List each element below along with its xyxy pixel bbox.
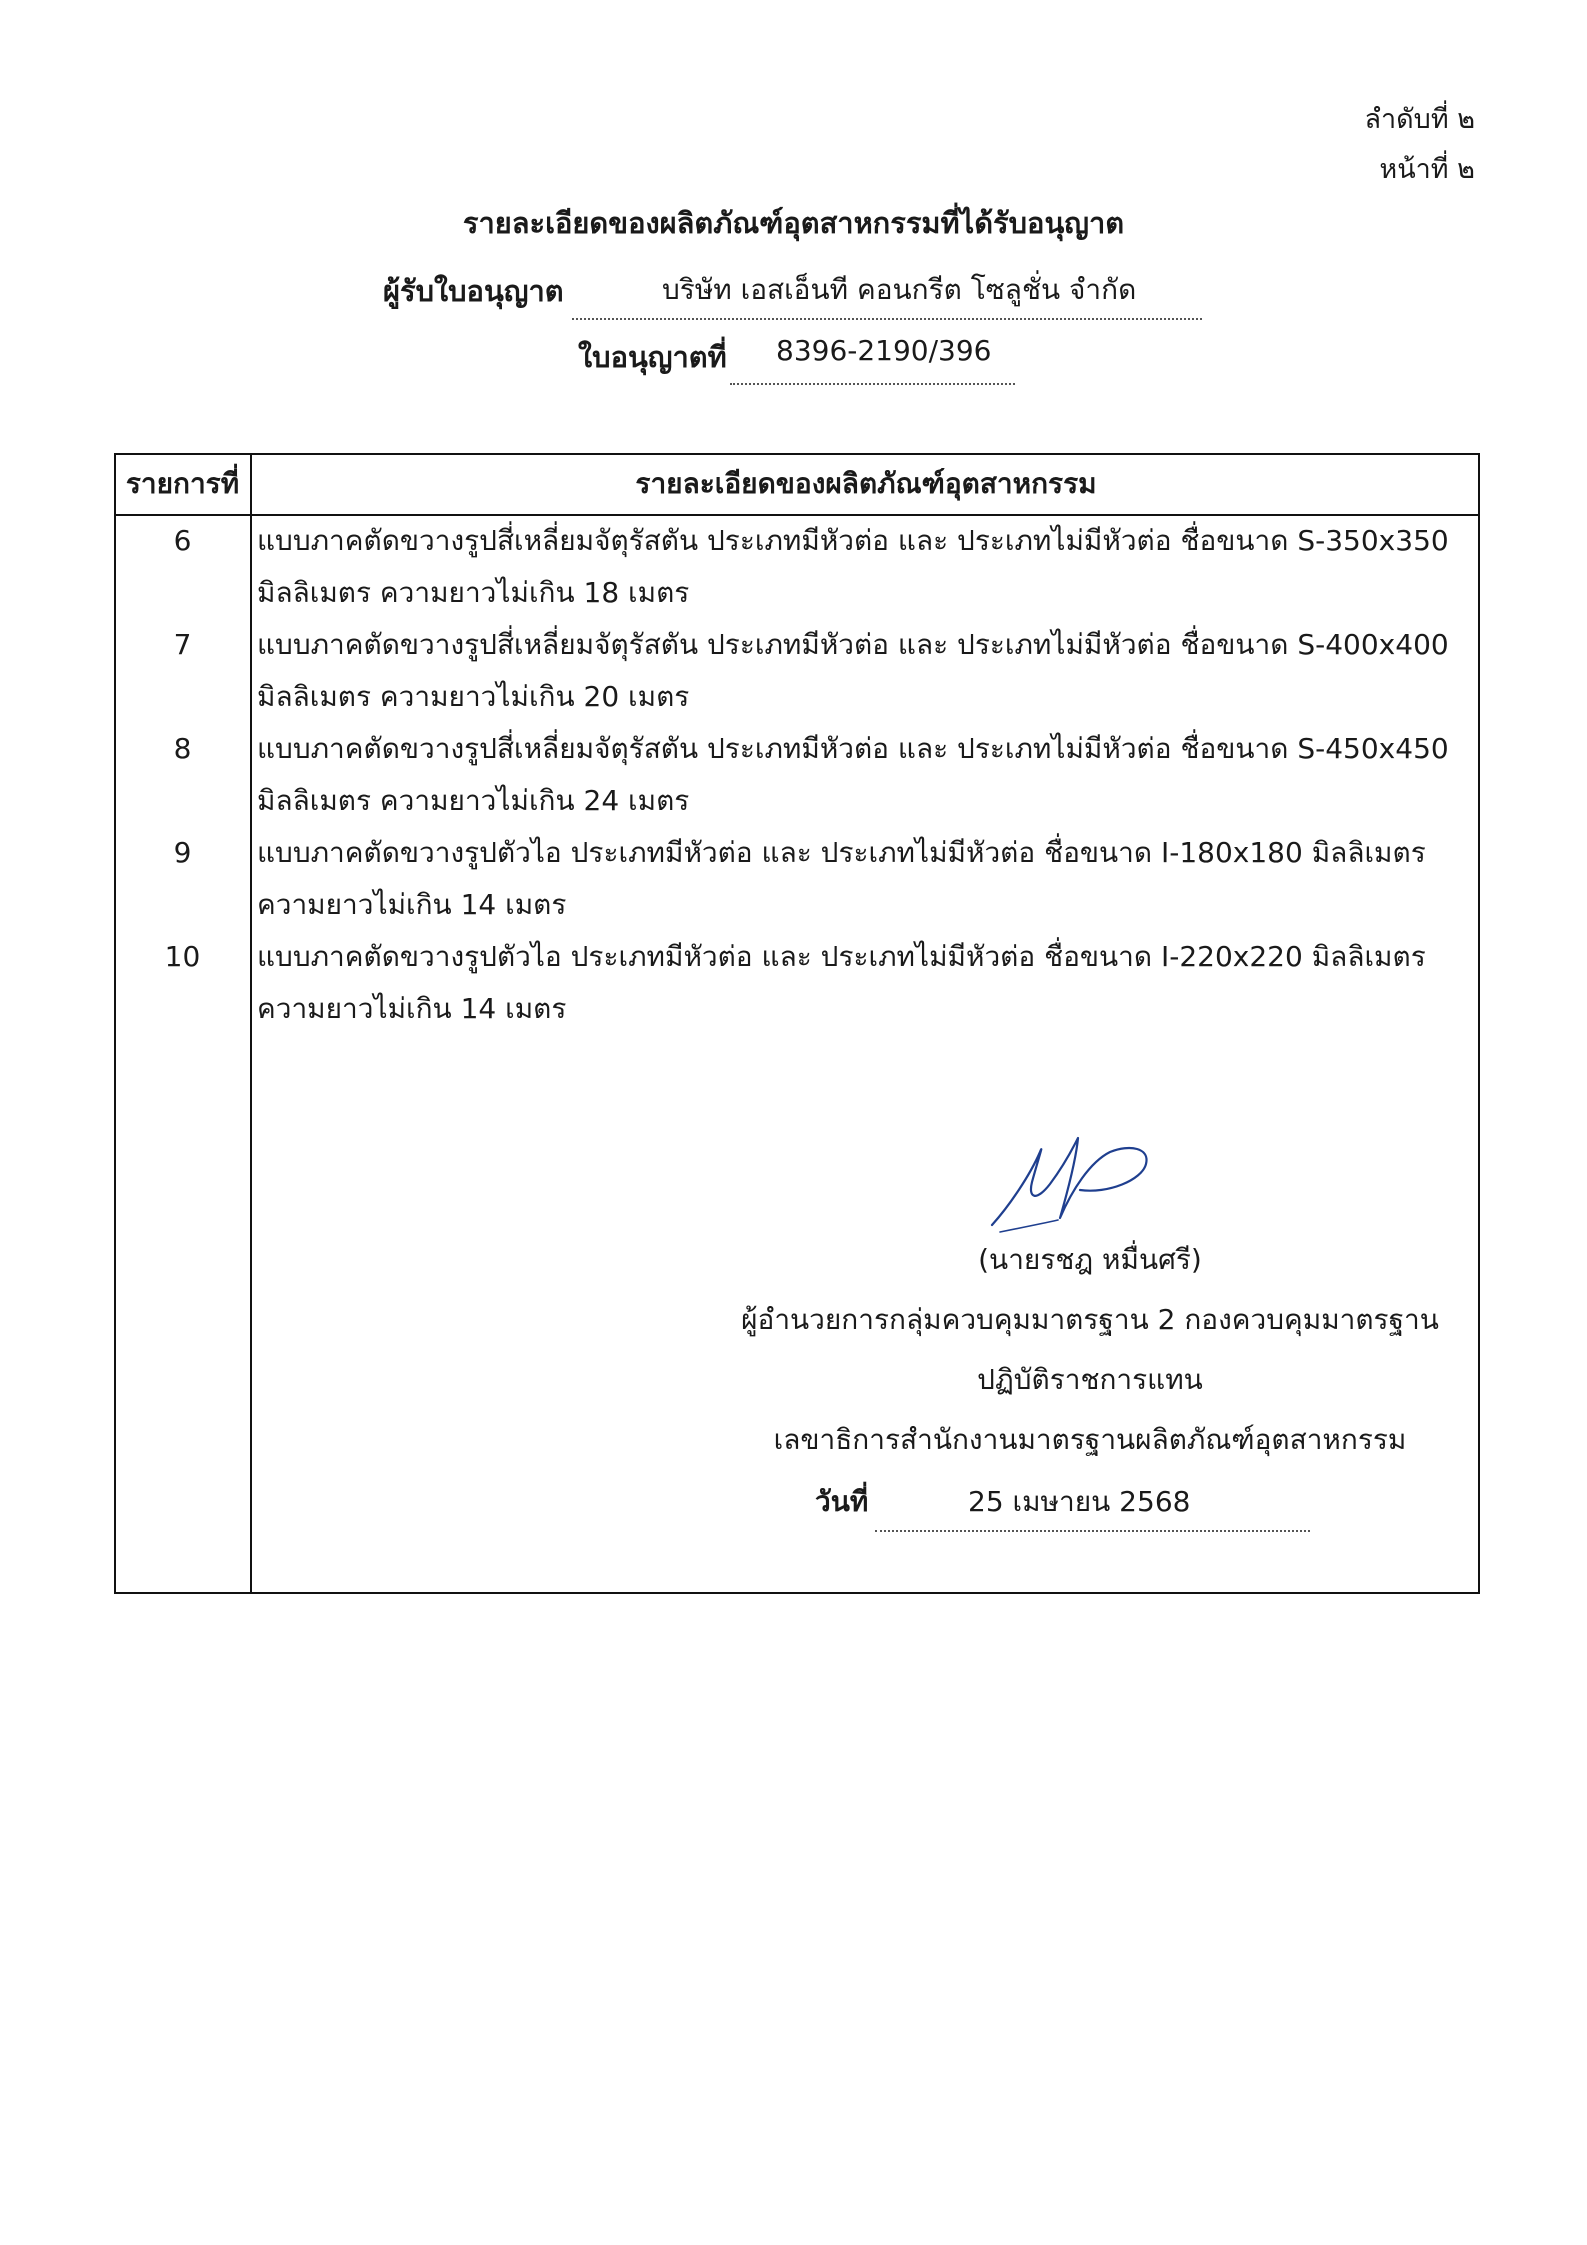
- row-description-line: มิลลิเมตร ความยาวไม่เกิน 18 เมตร: [257, 576, 690, 609]
- row-description-line: แบบภาคตัดขวางรูปตัวไอ ประเภทมีหัวต่อ และ ประเภทไม่มีหัวต่อ ชื่อขนาด I-180x180 มิลลิเมตร: [257, 836, 1426, 869]
- row-number: 6: [173, 524, 192, 557]
- row-description-line: แบบภาคตัดขวางรูปตัวไอ ประเภทมีหัวต่อ และ ประเภทไม่มีหัวต่อ ชื่อขนาด I-220x220 มิลลิเมตร: [257, 940, 1426, 973]
- row-description-line: แบบภาคตัดขวางรูปสี่เหลี่ยมจัตุรัสตัน ประเภทมีหัวต่อ และ ประเภทไม่มีหัวต่อ ชื่อขนาด S-450x450: [257, 732, 1449, 765]
- table-row: [114, 515, 1480, 619]
- row-description: [251, 931, 1457, 1035]
- page-label: หน้าที่ ๒: [1379, 154, 1475, 185]
- signer-office: เลขาธิการสำนักงานมาตรฐานผลิตภัณฑ์อุตสาหกรรม: [773, 1423, 1407, 1456]
- license-no-label: ใบอนุญาตที่: [578, 340, 727, 374]
- order-label: ลำดับที่ ๒: [1364, 104, 1475, 135]
- licensee-dotted-line: [572, 318, 1202, 320]
- signer-name: (นายรชฎ หมื่นศรี): [978, 1243, 1202, 1276]
- header-item-no: รายการที่: [125, 467, 240, 500]
- handwritten-signature: [980, 1120, 1170, 1235]
- row-number: 7: [173, 628, 192, 661]
- table-body: [114, 515, 1480, 1035]
- table-row: [114, 619, 1480, 723]
- row-number: 8: [173, 732, 192, 765]
- date-dotted-line: [875, 1530, 1310, 1532]
- row-number: 10: [164, 940, 201, 973]
- row-description-line: แบบภาคตัดขวางรูปสี่เหลี่ยมจัตุรัสตัน ประเภทมีหัวต่อ และ ประเภทไม่มีหัวต่อ ชื่อขนาด S-400x400: [257, 628, 1449, 661]
- page-title: รายละเอียดของผลิตภัณฑ์อุตสาหกรรมที่ได้รับอนุญาต: [462, 206, 1125, 240]
- signer-position: ผู้อำนวยการกลุ่มควบคุมมาตรฐาน 2 กองควบคุมมาตรฐาน: [741, 1303, 1439, 1336]
- licensee-label: ผู้รับใบอนุญาต: [383, 274, 564, 308]
- row-description-line: มิลลิเมตร ความยาวไม่เกิน 20 เมตร: [257, 680, 690, 713]
- signer-acting: ปฏิบัติราชการแทน: [977, 1363, 1203, 1396]
- row-description-line: ความยาวไม่เกิน 14 เมตร: [257, 888, 567, 921]
- license-no-dotted-line: [730, 383, 1015, 385]
- corner-labels: [1364, 95, 1475, 195]
- date-label: วันที่: [815, 1485, 869, 1518]
- header-details: รายละเอียดของผลิตภัณฑ์อุตสาหกรรม: [635, 467, 1097, 500]
- row-description: [251, 827, 1457, 931]
- license-no-value: 8396-2190/396: [776, 334, 992, 367]
- table-row: [114, 723, 1480, 827]
- row-description-line: ความยาวไม่เกิน 14 เมตร: [257, 992, 567, 1025]
- row-number: 9: [173, 836, 192, 869]
- row-description: [251, 515, 1457, 619]
- table-row: [114, 827, 1480, 931]
- table-row: [114, 931, 1480, 1035]
- row-description: [251, 723, 1457, 827]
- date-value: 25 เมษายน 2568: [968, 1485, 1191, 1518]
- row-description: [251, 619, 1457, 723]
- licensee-value: บริษัท เอสเอ็นที คอนกรีต โซลูชั่น จำกัด: [662, 273, 1137, 306]
- row-description-line: แบบภาคตัดขวางรูปสี่เหลี่ยมจัตุรัสตัน ประเภทมีหัวต่อ และ ประเภทไม่มีหัวต่อ ชื่อขนาด S-350x350: [257, 524, 1449, 557]
- row-description-line: มิลลิเมตร ความยาวไม่เกิน 24 เมตร: [257, 784, 690, 817]
